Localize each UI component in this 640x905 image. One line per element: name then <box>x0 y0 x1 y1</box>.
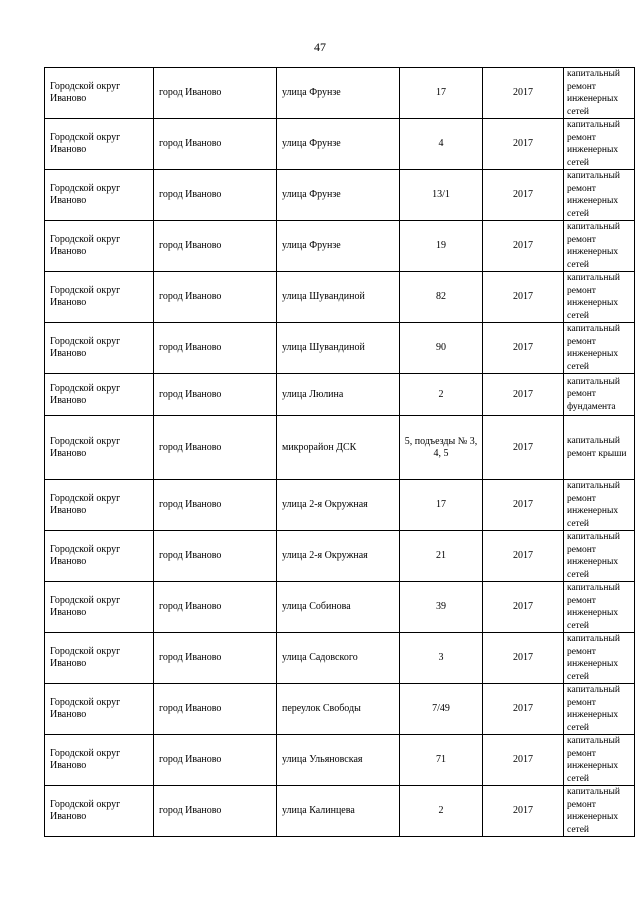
cell-city: город Иваново <box>154 531 277 582</box>
table-row <box>45 582 635 633</box>
cell-year: 2017 <box>483 684 564 735</box>
cell-work-type: капитальный ремонт инженерных сетей <box>564 684 635 735</box>
cell-house: 13/1 <box>400 170 483 221</box>
cell-street: улица Садовского <box>277 633 400 684</box>
cell-street: улица Собинова <box>277 582 400 633</box>
cell-year: 2017 <box>483 582 564 633</box>
cell-street: улица Фрунзе <box>277 68 400 119</box>
cell-district: Городской округ Иваново <box>45 416 154 480</box>
cell-work-type: капитальный ремонт инженерных сетей <box>564 221 635 272</box>
cell-street: улица Люлина <box>277 374 400 416</box>
cell-house: 21 <box>400 531 483 582</box>
cell-work-type: капитальный ремонт инженерных сетей <box>564 119 635 170</box>
cell-year: 2017 <box>483 68 564 119</box>
cell-street: улица Фрунзе <box>277 119 400 170</box>
cell-district: Городской округ Иваново <box>45 531 154 582</box>
table-body <box>45 68 635 837</box>
cell-street: улица 2-я Окружная <box>277 531 400 582</box>
cell-work-type: капитальный ремонт инженерных сетей <box>564 323 635 374</box>
cell-district: Городской округ Иваново <box>45 735 154 786</box>
cell-city: город Иваново <box>154 633 277 684</box>
cell-year: 2017 <box>483 170 564 221</box>
cell-city: город Иваново <box>154 170 277 221</box>
cell-city: город Иваново <box>154 786 277 837</box>
cell-district: Городской округ Иваново <box>45 68 154 119</box>
cell-work-type: капитальный ремонт инженерных сетей <box>564 633 635 684</box>
cell-street: улица Калинцева <box>277 786 400 837</box>
cell-house: 2 <box>400 786 483 837</box>
cell-house: 39 <box>400 582 483 633</box>
table-row <box>45 416 635 480</box>
cell-district: Городской округ Иваново <box>45 221 154 272</box>
cell-city: город Иваново <box>154 735 277 786</box>
table-row <box>45 480 635 531</box>
cell-city: город Иваново <box>154 272 277 323</box>
cell-year: 2017 <box>483 786 564 837</box>
cell-house: 3 <box>400 633 483 684</box>
cell-house: 71 <box>400 735 483 786</box>
cell-city: город Иваново <box>154 480 277 531</box>
table-row <box>45 119 635 170</box>
cell-street: улица Фрунзе <box>277 170 400 221</box>
cell-district: Городской округ Иваново <box>45 786 154 837</box>
table-row <box>45 221 635 272</box>
cell-work-type: капитальный ремонт инженерных сетей <box>564 531 635 582</box>
cell-work-type: капитальный ремонт крыши <box>564 416 635 480</box>
cell-street: улица Фрунзе <box>277 221 400 272</box>
cell-street: микрорайон ДСК <box>277 416 400 480</box>
cell-house: 5, подъезды № 3, 4, 5 <box>400 416 483 480</box>
page-number: 47 <box>314 40 326 54</box>
cell-house: 2 <box>400 374 483 416</box>
cell-year: 2017 <box>483 323 564 374</box>
cell-city: город Иваново <box>154 416 277 480</box>
cell-year: 2017 <box>483 416 564 480</box>
cell-district: Городской округ Иваново <box>45 633 154 684</box>
table-row <box>45 170 635 221</box>
cell-district: Городской округ Иваново <box>45 480 154 531</box>
cell-street: улица Шувандиной <box>277 272 400 323</box>
cell-year: 2017 <box>483 221 564 272</box>
repair-schedule-table <box>44 67 635 837</box>
cell-house: 7/49 <box>400 684 483 735</box>
table-row <box>45 531 635 582</box>
cell-year: 2017 <box>483 374 564 416</box>
cell-work-type: капитальный ремонт инженерных сетей <box>564 735 635 786</box>
cell-work-type: капитальный ремонт инженерных сетей <box>564 272 635 323</box>
table-row <box>45 272 635 323</box>
cell-city: город Иваново <box>154 323 277 374</box>
table-row <box>45 684 635 735</box>
cell-city: город Иваново <box>154 374 277 416</box>
table-row <box>45 633 635 684</box>
cell-district: Городской округ Иваново <box>45 582 154 633</box>
table-row <box>45 323 635 374</box>
cell-year: 2017 <box>483 272 564 323</box>
cell-district: Городской округ Иваново <box>45 374 154 416</box>
cell-house: 4 <box>400 119 483 170</box>
cell-work-type: капитальный ремонт инженерных сетей <box>564 170 635 221</box>
table-row <box>45 68 635 119</box>
cell-district: Городской округ Иваново <box>45 272 154 323</box>
cell-year: 2017 <box>483 531 564 582</box>
cell-city: город Иваново <box>154 221 277 272</box>
cell-work-type: капитальный ремонт инженерных сетей <box>564 68 635 119</box>
table-row <box>45 374 635 416</box>
cell-work-type: капитальный ремонт инженерных сетей <box>564 582 635 633</box>
cell-house: 90 <box>400 323 483 374</box>
cell-street: улица Шувандиной <box>277 323 400 374</box>
cell-district: Городской округ Иваново <box>45 684 154 735</box>
cell-house: 17 <box>400 480 483 531</box>
cell-work-type: капитальный ремонт инженерных сетей <box>564 480 635 531</box>
cell-district: Городской округ Иваново <box>45 119 154 170</box>
cell-city: город Иваново <box>154 684 277 735</box>
table-row <box>45 735 635 786</box>
cell-district: Городской округ Иваново <box>45 323 154 374</box>
cell-work-type: капитальный ремонт инженерных сетей <box>564 786 635 837</box>
cell-city: город Иваново <box>154 68 277 119</box>
cell-year: 2017 <box>483 633 564 684</box>
table-row <box>45 786 635 837</box>
cell-year: 2017 <box>483 735 564 786</box>
cell-street: переулок Свободы <box>277 684 400 735</box>
cell-house: 19 <box>400 221 483 272</box>
cell-work-type: капитальный ремонт фундамента <box>564 374 635 416</box>
cell-city: город Иваново <box>154 119 277 170</box>
cell-house: 82 <box>400 272 483 323</box>
cell-street: улица Ульяновская <box>277 735 400 786</box>
cell-year: 2017 <box>483 480 564 531</box>
cell-house: 17 <box>400 68 483 119</box>
cell-year: 2017 <box>483 119 564 170</box>
cell-district: Городской округ Иваново <box>45 170 154 221</box>
cell-city: город Иваново <box>154 582 277 633</box>
cell-street: улица 2-я Окружная <box>277 480 400 531</box>
